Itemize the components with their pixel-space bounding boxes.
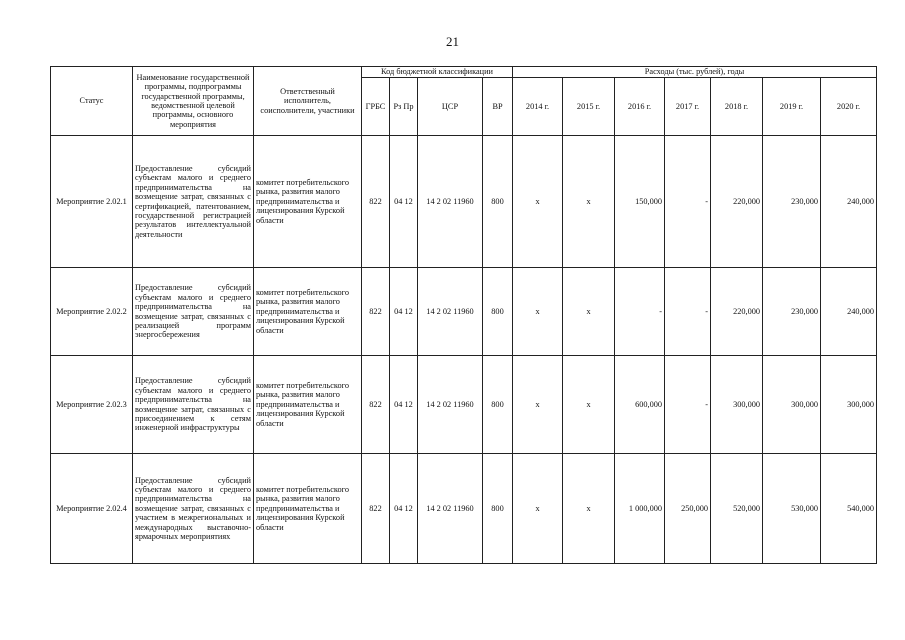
cell-status: Мероприятие 2.02.1 bbox=[51, 136, 133, 268]
header-executor: Ответственный исполнитель, соисполнители, участники bbox=[254, 67, 362, 136]
cell-csr: 14 2 02 11960 bbox=[418, 136, 483, 268]
cell-csr: 14 2 02 11960 bbox=[418, 356, 483, 454]
cell-expense-2014: x bbox=[513, 356, 563, 454]
cell-expense-2018: 220,000 bbox=[711, 268, 763, 356]
cell-expense-2016: 600,000 bbox=[615, 356, 665, 454]
header-year-2016: 2016 г. bbox=[615, 78, 665, 136]
cell-grbs: 822 bbox=[362, 268, 390, 356]
cell-executor: комитет потребительского рынка, развития малого предпринимательства и лицензирования Курской области bbox=[254, 454, 362, 564]
cell-rzpr: 04 12 bbox=[390, 356, 418, 454]
cell-expense-2020: 240,000 bbox=[821, 136, 877, 268]
header-name: Наименование государственной программы, подпрограммы государственной программы, ведомственной целевой программы, основного мероприятия bbox=[133, 67, 254, 136]
header-status: Статус bbox=[51, 67, 133, 136]
header-row-groups bbox=[51, 67, 877, 78]
cell-status: Мероприятие 2.02.4 bbox=[51, 454, 133, 564]
cell-vr: 800 bbox=[483, 268, 513, 356]
cell-expense-2016: 1 000,000 bbox=[615, 454, 665, 564]
cell-executor: комитет потребительского рынка, развития малого предпринимательства и лицензирования Курской области bbox=[254, 136, 362, 268]
cell-vr: 800 bbox=[483, 356, 513, 454]
cell-expense-2014: x bbox=[513, 268, 563, 356]
header-year-2020: 2020 г. bbox=[821, 78, 877, 136]
cell-csr: 14 2 02 11960 bbox=[418, 268, 483, 356]
cell-expense-2017: - bbox=[665, 136, 711, 268]
cell-expense-2020: 540,000 bbox=[821, 454, 877, 564]
cell-expense-2020: 300,000 bbox=[821, 356, 877, 454]
cell-rzpr: 04 12 bbox=[390, 136, 418, 268]
cell-expense-2016: 150,000 bbox=[615, 136, 665, 268]
cell-rzpr: 04 12 bbox=[390, 268, 418, 356]
cell-expense-2014: x bbox=[513, 454, 563, 564]
table-row bbox=[51, 454, 877, 564]
table-row bbox=[51, 268, 877, 356]
table-row bbox=[51, 136, 877, 268]
header-rzpr: Рз Пр bbox=[390, 78, 418, 136]
cell-expense-2019: 230,000 bbox=[763, 136, 821, 268]
header-csr: ЦСР bbox=[418, 78, 483, 136]
header-year-2014: 2014 г. bbox=[513, 78, 563, 136]
budget-table bbox=[50, 66, 877, 564]
cell-status: Мероприятие 2.02.2 bbox=[51, 268, 133, 356]
cell-expense-2018: 220,000 bbox=[711, 136, 763, 268]
header-year-2015: 2015 г. bbox=[563, 78, 615, 136]
header-year-2017: 2017 г. bbox=[665, 78, 711, 136]
cell-expense-2015: x bbox=[563, 136, 615, 268]
cell-expense-2015: x bbox=[563, 268, 615, 356]
header-year-2018: 2018 г. bbox=[711, 78, 763, 136]
cell-name: Предоставление субсидий субъектам малого и среднего предпринимательства на возмещение затрат, связанных с участием в межрегиональных и международных выставочно-ярмарочных мероприятиях bbox=[133, 454, 254, 564]
header-grbs: ГРБС bbox=[362, 78, 390, 136]
cell-expense-2018: 520,000 bbox=[711, 454, 763, 564]
cell-expense-2017: 250,000 bbox=[665, 454, 711, 564]
cell-rzpr: 04 12 bbox=[390, 454, 418, 564]
cell-expense-2015: x bbox=[563, 356, 615, 454]
cell-name: Предоставление субсидий субъектам малого и среднего предпринимательства на возмещение затрат, связанных с присоединением к сетям инженерной инфраструктуры bbox=[133, 356, 254, 454]
page-number: 21 bbox=[446, 34, 459, 49]
header-vr: ВР bbox=[483, 78, 513, 136]
cell-name: Предоставление субсидий субъектам малого и среднего предпринимательства на возмещение затрат, связанных с реализацией программ энергосбережения bbox=[133, 268, 254, 356]
cell-vr: 800 bbox=[483, 136, 513, 268]
cell-grbs: 822 bbox=[362, 136, 390, 268]
cell-grbs: 822 bbox=[362, 356, 390, 454]
cell-expense-2014: x bbox=[513, 136, 563, 268]
header-budget-codes: Код бюджетной классификации bbox=[362, 67, 513, 78]
cell-expense-2019: 300,000 bbox=[763, 356, 821, 454]
cell-name: Предоставление субсидий субъектам малого и среднего предпринимательства на возмещение затрат, связанных с сертификацией, патентованием, государственной регистрацией результатов интеллектуальной деятельности bbox=[133, 136, 254, 268]
cell-expense-2018: 300,000 bbox=[711, 356, 763, 454]
cell-expense-2017: - bbox=[665, 356, 711, 454]
cell-expense-2019: 230,000 bbox=[763, 268, 821, 356]
cell-grbs: 822 bbox=[362, 454, 390, 564]
cell-expense-2016: - bbox=[615, 268, 665, 356]
cell-expense-2019: 530,000 bbox=[763, 454, 821, 564]
cell-expense-2017: - bbox=[665, 268, 711, 356]
cell-expense-2015: x bbox=[563, 454, 615, 564]
header-year-2019: 2019 г. bbox=[763, 78, 821, 136]
cell-expense-2020: 240,000 bbox=[821, 268, 877, 356]
cell-executor: комитет потребительского рынка, развития малого предпринимательства и лицензирования Курской области bbox=[254, 356, 362, 454]
header-expenses: Расходы (тыс. рублей), годы bbox=[513, 67, 877, 78]
cell-csr: 14 2 02 11960 bbox=[418, 454, 483, 564]
table-row bbox=[51, 356, 877, 454]
cell-vr: 800 bbox=[483, 454, 513, 564]
cell-executor: комитет потребительского рынка, развития малого предпринимательства и лицензирования Курской области bbox=[254, 268, 362, 356]
cell-status: Мероприятие 2.02.3 bbox=[51, 356, 133, 454]
